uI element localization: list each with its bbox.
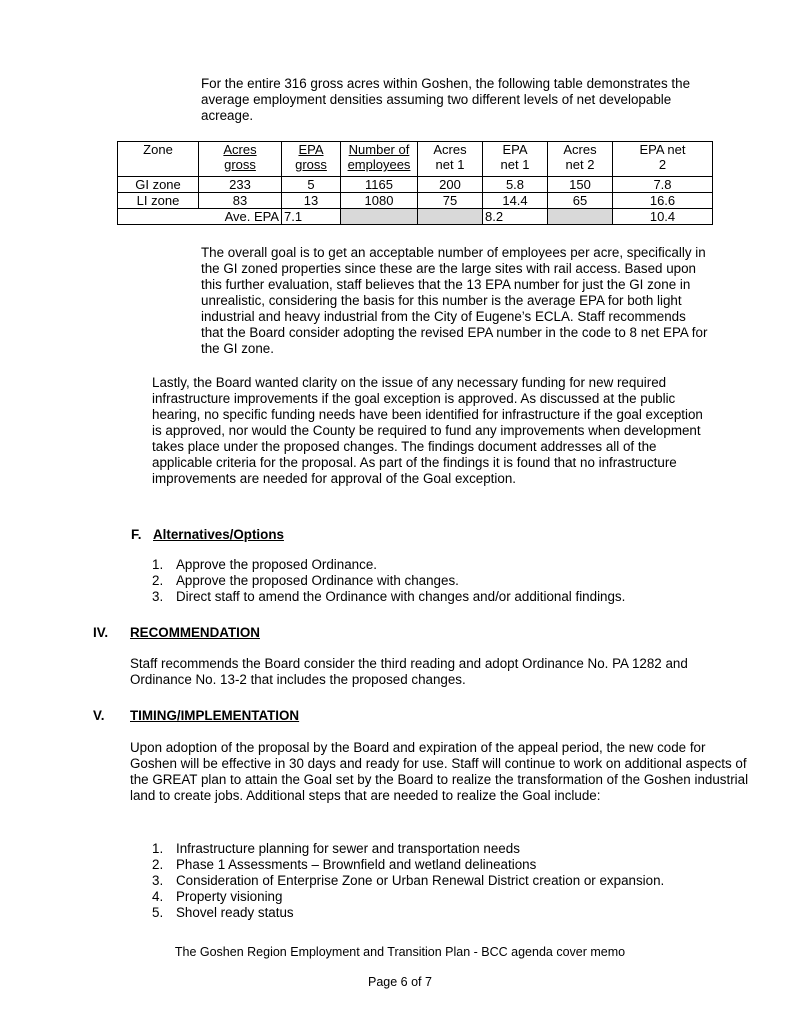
list-item: 3. Consideration of Enterprise Zone or Urban Renewal District creation or expansion. [152,873,665,888]
average-epa-net2: 10.4 [613,209,713,225]
table-average-row [118,209,713,225]
header-cell: Acres gross [199,142,282,177]
alternatives-list [152,557,712,605]
table-cell: 75 [418,193,483,209]
funding-text: Lastly, the Board wanted clarity on the issue of any necessary funding for new required infrastructure improvements if the goal exception is approved. As discussed at the public hearing, no specific funding needs have been identified for infrastructure if the goal exception is approved, nor would the County be required to fund any improvements when development takes place under the proposed changes. The findings document addresses all of the applicable criteria for the proposal. As part of the findings it is found that no infrastructure improvements are needed for approval of the Goal exception. [152,375,703,486]
goal-text: The overall goal is to get an acceptable number of employees per acre, specifically in the GI zoned properties since these are the large sites with rail access. Based upon this further evaluation, staff believes that the 13 EPA number for just the GI zone in unrealistic, considering the basis for this number is the average EPA for both light industrial and heavy industrial from the City of Eugene’s ECLA. Staff recommends that the Board consider adopting the revised EPA number in the code to 8 net EPA for the GI zone. [201,245,708,356]
shaded-cell [548,209,613,225]
table-cell: 150 [548,177,613,193]
header-cell: Number of employees [341,142,418,177]
list-item: 2. Approve the proposed Ordinance with changes. [152,573,459,588]
table-header-row [118,142,713,177]
header-cell: EPA net 1 [483,142,548,177]
table-row [118,177,713,193]
table-cell: 233 [199,177,282,193]
header-cell: EPA net 2 [613,142,713,177]
table-cell: 65 [548,193,613,209]
section-number: V. [93,708,105,723]
table-cell: LI zone [118,193,199,209]
section-title: RECOMMENDATION [130,625,260,640]
intro-paragraph [201,76,711,124]
table-cell: 14.4 [483,193,548,209]
additional-steps-list [152,841,752,921]
section-title: TIMING/IMPLEMENTATION [130,708,300,723]
table-cell: 5.8 [483,177,548,193]
list-item: 3. Direct staff to amend the Ordinance with changes and/or additional findings. [152,589,626,604]
employment-density-table [117,141,713,225]
table-cell: 13 [282,193,341,209]
recommendation-text: Staff recommends the Board consider the third reading and adopt Ordinance No. PA 1282 and Ordinance No. 13-2 that includes the proposed changes. [130,656,688,687]
average-epa-gross: 7.1 [282,209,341,225]
funding-paragraph [152,375,712,487]
footer-title: The Goshen Region Employment and Transition Plan - BCC agenda cover memo [174,945,626,959]
timing-text: Upon adoption of the proposal by the Board and expiration of the appeal period, the new code for Goshen will be effective in 30 days and ready for use. Staff will continue to work on additional aspects of the GREAT plan to attain the Goal set by the Board to realize the transformation of the Goshen industrial land to create jobs. Additional steps that are needed to realize the Goal include: [130,740,749,803]
section-title: Alternatives/Options [153,527,284,542]
page-number: Page 6 of 7 [368,975,432,989]
timing-paragraph [130,740,755,804]
table-cell: 7.8 [613,177,713,193]
list-item: 1. Infrastructure planning for sewer and transportation needs [152,841,520,856]
table-cell: 16.6 [613,193,713,209]
table-cell: 200 [418,177,483,193]
table-cell-empty [118,209,199,225]
header-cell: Zone [118,142,199,177]
goal-paragraph [201,245,711,357]
table-cell: 1080 [341,193,418,209]
average-epa-net1: 8.2 [483,209,548,225]
shaded-cell [418,209,483,225]
list-item: 5. Shovel ready status [152,905,294,920]
recommendation-paragraph [130,656,730,688]
section-number: F. [131,527,142,542]
header-cell: Acres net 2 [548,142,613,177]
list-item: 2. Phase 1 Assessments – Brownfield and wetland delineations [152,857,537,872]
table-cell: 1165 [341,177,418,193]
shaded-cell [341,209,418,225]
average-label: Ave. EPA [199,209,282,225]
table-cell: 5 [282,177,341,193]
intro-text: For the entire 316 gross acres within Goshen, the following table demonstrates the average employment densities assuming two different levels of net developable acreage. [201,76,691,123]
list-item: 1. Approve the proposed Ordinance. [152,557,377,572]
table-cell: GI zone [118,177,199,193]
list-item: 4. Property visioning [152,889,283,904]
section-number: IV. [93,625,109,640]
table-row [118,193,713,209]
header-cell: Acres net 1 [418,142,483,177]
header-cell: EPA gross [282,142,341,177]
table-cell: 83 [199,193,282,209]
